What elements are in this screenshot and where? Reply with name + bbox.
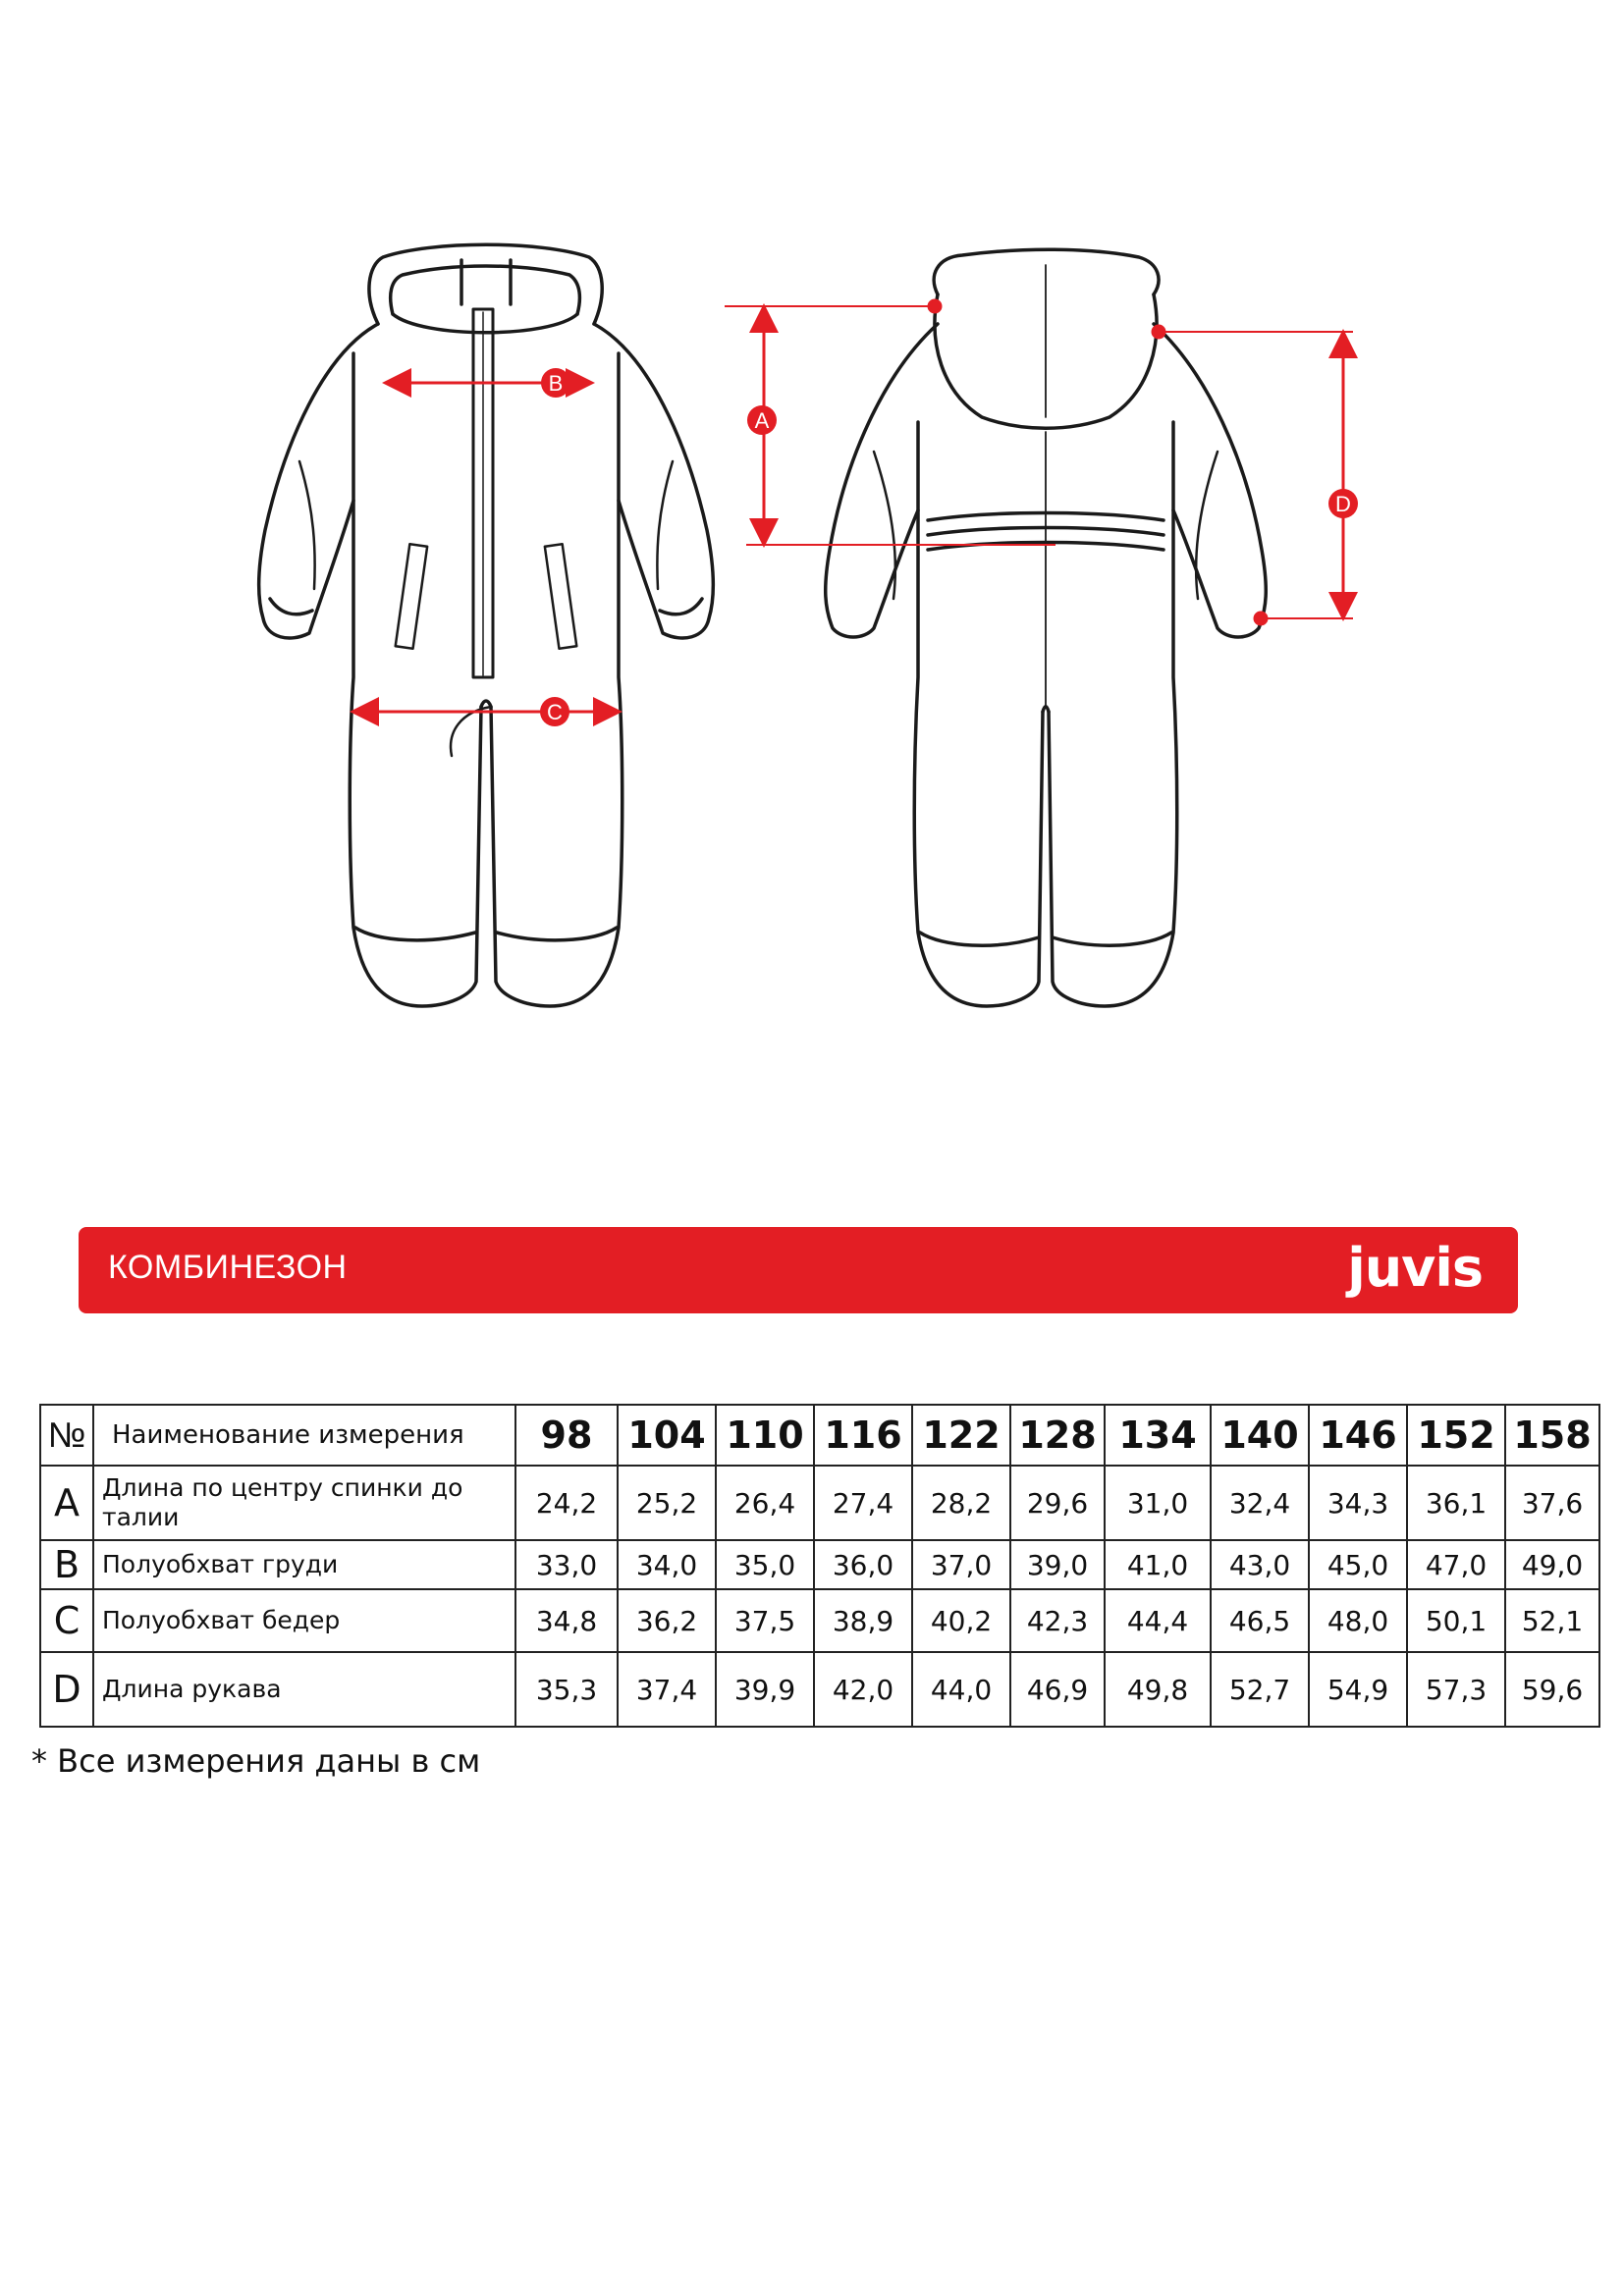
measurement-value: 59,6 (1505, 1652, 1599, 1727)
measurement-value: 37,0 (912, 1540, 1010, 1589)
measurement-value: 54,9 (1309, 1652, 1407, 1727)
measurement-value: 34,0 (618, 1540, 716, 1589)
size-header: 122 (912, 1405, 1010, 1466)
size-header: 104 (618, 1405, 716, 1466)
front-view-drawing (259, 244, 714, 1006)
measurement-value: 41,0 (1105, 1540, 1211, 1589)
measurement-value: 36,2 (618, 1589, 716, 1652)
measurement-value: 38,9 (814, 1589, 912, 1652)
measurement-value: 49,0 (1505, 1540, 1599, 1589)
size-header: 158 (1505, 1405, 1599, 1466)
measurement-name-header: Наименование измерения (93, 1405, 515, 1466)
marker-a-label: A (754, 408, 770, 433)
marker-c-label: C (547, 700, 563, 724)
size-chart-table (39, 1404, 1600, 1728)
product-banner (79, 1227, 1518, 1313)
garment-technical-drawing (0, 0, 1624, 1080)
marker-d-label: D (1335, 492, 1351, 516)
measurement-value: 34,3 (1309, 1466, 1407, 1540)
measurement-value: 42,0 (814, 1652, 912, 1727)
units-footnote: * Все измерения даны в см (31, 1742, 481, 1780)
measurement-name: Длина рукава (93, 1652, 515, 1727)
measurement-value: 35,3 (515, 1652, 618, 1727)
measurement-code: C (40, 1589, 93, 1652)
measurement-name: Длина по центру спинки до талии (93, 1466, 515, 1540)
measurement-value: 37,4 (618, 1652, 716, 1727)
measurement-value: 43,0 (1211, 1540, 1309, 1589)
measurement-value: 24,2 (515, 1466, 618, 1540)
measurement-value: 44,4 (1105, 1589, 1211, 1652)
table-row (40, 1466, 1599, 1540)
size-header: 152 (1407, 1405, 1505, 1466)
measurement-value: 28,2 (912, 1466, 1010, 1540)
back-view-drawing (826, 249, 1267, 1006)
measurement-value: 39,9 (716, 1652, 814, 1727)
table-header-row (40, 1405, 1599, 1466)
measurement-value: 33,0 (515, 1540, 618, 1589)
measurement-value: 32,4 (1211, 1466, 1309, 1540)
measurement-value: 42,3 (1010, 1589, 1105, 1652)
size-header: 134 (1105, 1405, 1211, 1466)
measurement-value: 52,7 (1211, 1652, 1309, 1727)
measurement-value: 48,0 (1309, 1589, 1407, 1652)
measurement-value: 50,1 (1407, 1589, 1505, 1652)
measurement-value: 35,0 (716, 1540, 814, 1589)
measurement-value: 36,1 (1407, 1466, 1505, 1540)
measurement-value: 31,0 (1105, 1466, 1211, 1540)
size-header: 110 (716, 1405, 814, 1466)
measurement-value: 37,6 (1505, 1466, 1599, 1540)
measurement-value: 34,8 (515, 1589, 618, 1652)
size-header: 140 (1211, 1405, 1309, 1466)
measurement-value: 52,1 (1505, 1589, 1599, 1652)
measurement-value: 44,0 (912, 1652, 1010, 1727)
measurement-value: 37,5 (716, 1589, 814, 1652)
marker-d (1328, 489, 1358, 518)
measurement-value: 26,4 (716, 1466, 814, 1540)
size-header: 128 (1010, 1405, 1105, 1466)
measurement-code: A (40, 1466, 93, 1540)
measurement-code: D (40, 1652, 93, 1727)
measurement-value: 45,0 (1309, 1540, 1407, 1589)
measurement-name: Полуобхват бедер (93, 1589, 515, 1652)
size-header: 146 (1309, 1405, 1407, 1466)
measurement-value: 39,0 (1010, 1540, 1105, 1589)
table-row (40, 1652, 1599, 1727)
measurement-value: 40,2 (912, 1589, 1010, 1652)
measurement-code: B (40, 1540, 93, 1589)
number-header: № (40, 1405, 93, 1466)
size-header: 116 (814, 1405, 912, 1466)
marker-c (540, 697, 569, 726)
measurement-value: 46,5 (1211, 1589, 1309, 1652)
measurement-value: 57,3 (1407, 1652, 1505, 1727)
measurement-value: 47,0 (1407, 1540, 1505, 1589)
measurement-value: 46,9 (1010, 1652, 1105, 1727)
size-header: 98 (515, 1405, 618, 1466)
marker-b (541, 368, 570, 398)
measurement-value: 29,6 (1010, 1466, 1105, 1540)
measurement-value: 25,2 (618, 1466, 716, 1540)
table-row (40, 1589, 1599, 1652)
product-title: КОМБИНЕЗОН (108, 1249, 348, 1286)
brand-logo: juvis (1347, 1237, 1483, 1299)
measurement-value: 49,8 (1105, 1652, 1211, 1727)
measurement-name: Полуобхват груди (93, 1540, 515, 1589)
measurement-value: 27,4 (814, 1466, 912, 1540)
marker-a (747, 405, 777, 435)
table-row (40, 1540, 1599, 1589)
marker-b-label: B (548, 371, 564, 396)
measurement-value: 36,0 (814, 1540, 912, 1589)
